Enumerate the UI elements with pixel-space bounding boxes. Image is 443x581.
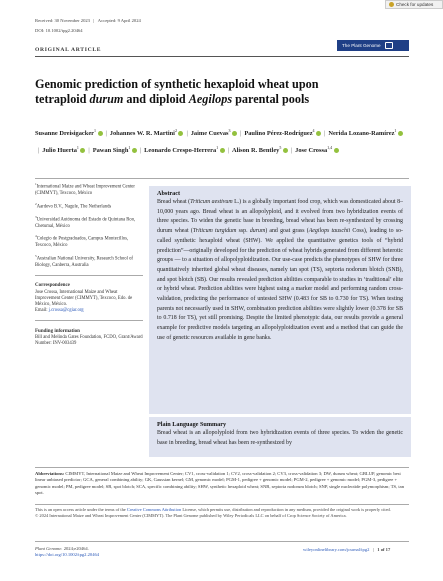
- author-separator: |: [38, 146, 40, 154]
- plain-summary-heading: Plain Language Summary: [157, 421, 227, 428]
- author-name[interactable]: Jose Crossa$^{1,4}$: [295, 147, 339, 154]
- divider: [35, 541, 409, 542]
- abstract-body: Bread wheat (Triticum aestivum L.) is a globally important food crop, which was domesticated about 8–10,000 years ago. Bread wheat is an allopolyploid, and it evolved from two hybridization events of three species. To widen the genetic base in breeding, bread wheat has been re-synthesized by crossing durum wheat (Triticum turgidum ssp. durum) and goat grass (Aegilops tauschii Coss), leading to so-called synthetic hexaploid wheat (SHW). We applied the quantitative genetics tools of “hybrid prediction”—originally developed for the prediction of wheat hybrids generated from different heterotic groups — to a situation of allopolyploidization. Our use-case predicts the phenotypes of SHW for three quantitatively inherited global wheat diseases, namely tan spot (TS), septoria nodorum blotch (SNB), and spot blotch (SB). Our results revealed prediction abilities comparable to studies in ‘traditional’ elite or hybrid wheat. Prediction abilities were highest using a marker model and performing random cross-validation, predicting the performance of untested SHW (0.483 for SB to 0.730 for TS). When testing parents not necessarily used in SHW, combination prediction abilities were slightly lower (0.378 for SB to 0.718 for TS), yet still promising. Despite the limited phenotypic data, our results provide a general example for predictive models targeting an allopolyploidization event and a method that can guide the use of genetic resources available in gene banks.: [157, 199, 404, 341]
- affiliations: [35, 181, 143, 269]
- correspondence-heading: Correspondence: [35, 283, 70, 289]
- author-list: [35, 124, 415, 157]
- funding-heading: Funding information: [35, 328, 80, 334]
- author-separator: |: [324, 130, 326, 138]
- author-name[interactable]: Nerida Lozano-Ramírez$^1$: [328, 130, 403, 137]
- page-title: Genomic prediction of synthetic hexaploid wheat upon tetraploid durum and diploid Aegilops parental pools: [35, 77, 319, 106]
- footer-citation: Plant Genome. 2024;e20464. https://doi.org/10.1002/tpg2.20464: [35, 546, 100, 558]
- email-link[interactable]: j.crossa@cgiar.org: [48, 308, 84, 314]
- check-icon: [389, 2, 394, 7]
- orcid-icon[interactable]: [220, 148, 225, 153]
- abbreviations: Abbreviations: CIMMYT, International Maize and Wheat Improvement Center; CV1, cross-validation 1; CV2, cross-validation 2; CV3, cross-validation 3; DW, durum wheat; GBLUP, genomic best linear unbiased predictor; GCA, general combining ability; GK, Gaussian kernel; GM, genomic model; PGM-1, pedigree + genomic model; PGM-2, pedigree + genomic model; PGM-3, pedigree + genomic model; PM, pedigree model; SB, spot blotch; SCA, specific combining ability; SHW, synthetic hexaploid wheat; SNB, septoria nodorum blotch; SNP, single nucleotide polymorphism; TS, tan spot.: [35, 471, 404, 495]
- author-separator: |: [240, 130, 242, 138]
- orcid-icon[interactable]: [132, 148, 137, 153]
- affiliation: $^5$Australian National University, Research School of Biology, Canberra, Australia: [35, 254, 133, 268]
- orcid-icon[interactable]: [398, 131, 403, 136]
- author-name[interactable]: Paulino Pérez-Rodríguez$^4$: [244, 130, 321, 137]
- page-number: 1 of 17: [377, 547, 391, 552]
- author-name[interactable]: Johannes W. R. Martini$^2$: [110, 130, 184, 137]
- doi[interactable]: DOI: 10.1002/tpg2.20464: [35, 28, 83, 33]
- plain-summary-body: Bread wheat is an allopolyploid from two hybridization events of three species. To widen the genetic base in breeding, bread wheat has been re-synthesized by: [157, 430, 403, 446]
- orcid-icon[interactable]: [80, 148, 85, 153]
- left-column: [35, 181, 143, 347]
- received-date: Received: 30 November 2023 | Accepted: 9 April 2024: [35, 18, 141, 23]
- affiliation: $^4$Colegio de Postgraduados, Campus Montecillos, Texcoco, México: [35, 234, 129, 249]
- divider: [35, 178, 409, 179]
- article-type: ORIGINAL ARTICLE: [35, 47, 102, 53]
- funding-text: Bill and Melinda Gates Foundation, FCDO, Grant/Award Number: INV-003439: [35, 335, 143, 347]
- author-separator: |: [139, 146, 142, 154]
- footer-right: wileyonlinelibrary.com/journal/tpg2 | 1 of 17: [303, 547, 391, 552]
- check-updates-button[interactable]: Check for updates: [385, 0, 443, 9]
- orcid-icon[interactable]: [283, 148, 288, 153]
- divider: [35, 504, 409, 505]
- journal-site-link[interactable]: wileyonlinelibrary.com/journal/tpg2: [303, 547, 370, 552]
- correspondence-text: Jose Crossa, International Maize and Wheat Improvement Center (CIMMYT), Texcoco, Edo. de México, México.: [35, 289, 133, 308]
- orcid-icon[interactable]: [334, 148, 339, 153]
- plain-summary-box: [149, 417, 411, 457]
- orcid-icon[interactable]: [98, 131, 103, 136]
- author-name[interactable]: Susanne Dreisigacker$^1$: [35, 130, 103, 137]
- author-name[interactable]: Leonardo Crespo-Herrera$^1$: [144, 147, 225, 154]
- author-name[interactable]: Jaime Cuevas$^3$: [191, 130, 237, 137]
- journal-logo-icon: [385, 42, 393, 49]
- correspondence-email: Email: j.crossa@cgiar.org: [35, 308, 84, 314]
- author-separator: |: [227, 146, 229, 154]
- divider: [35, 467, 409, 468]
- abstract-box: [149, 186, 411, 414]
- divider: [35, 56, 409, 57]
- author-separator: |: [88, 146, 90, 154]
- orcid-icon[interactable]: [178, 131, 183, 136]
- orcid-icon[interactable]: [232, 131, 237, 136]
- journal-badge[interactable]: The Plant Genome: [337, 40, 409, 51]
- author-separator: |: [186, 130, 188, 138]
- author-name[interactable]: Alison R. Bentley$^5$: [232, 147, 288, 154]
- license-notice: This is an open access article under the terms of the Creative Commons Attribution License, which permits use, distribution and reproduction in any medium, provided the original work is properly cited. © 2024 International Maize and Wheat Improvement Center (CIMMYT). The Plant Genome published by Wiley Periodicals LLC on behalf of Crop Science Society of America.: [35, 507, 391, 518]
- affiliation: $^2$Aardevo B.V., Nagele, The Netherlands: [35, 201, 112, 210]
- abstract-heading: Abstract: [157, 190, 181, 197]
- license-link[interactable]: Creative Commons Attribution: [126, 507, 182, 512]
- author-separator: |: [105, 130, 107, 138]
- author-name[interactable]: Pawan Singh$^1$: [93, 147, 137, 154]
- affiliation: $^3$Universidad Autónoma del Estado de Quintana Roo, Chetumal, México: [35, 214, 136, 229]
- author-name[interactable]: Julio Huerta$^1$: [42, 147, 85, 154]
- footer-doi-link[interactable]: https://doi.org/10.1002/tpg2.20464: [35, 552, 100, 558]
- orcid-icon[interactable]: [316, 131, 321, 136]
- author-separator: |: [290, 146, 293, 154]
- affiliation: $^1$International Maize and Wheat Improvement Center (CIMMYT), Texcoco, México: [35, 182, 135, 196]
